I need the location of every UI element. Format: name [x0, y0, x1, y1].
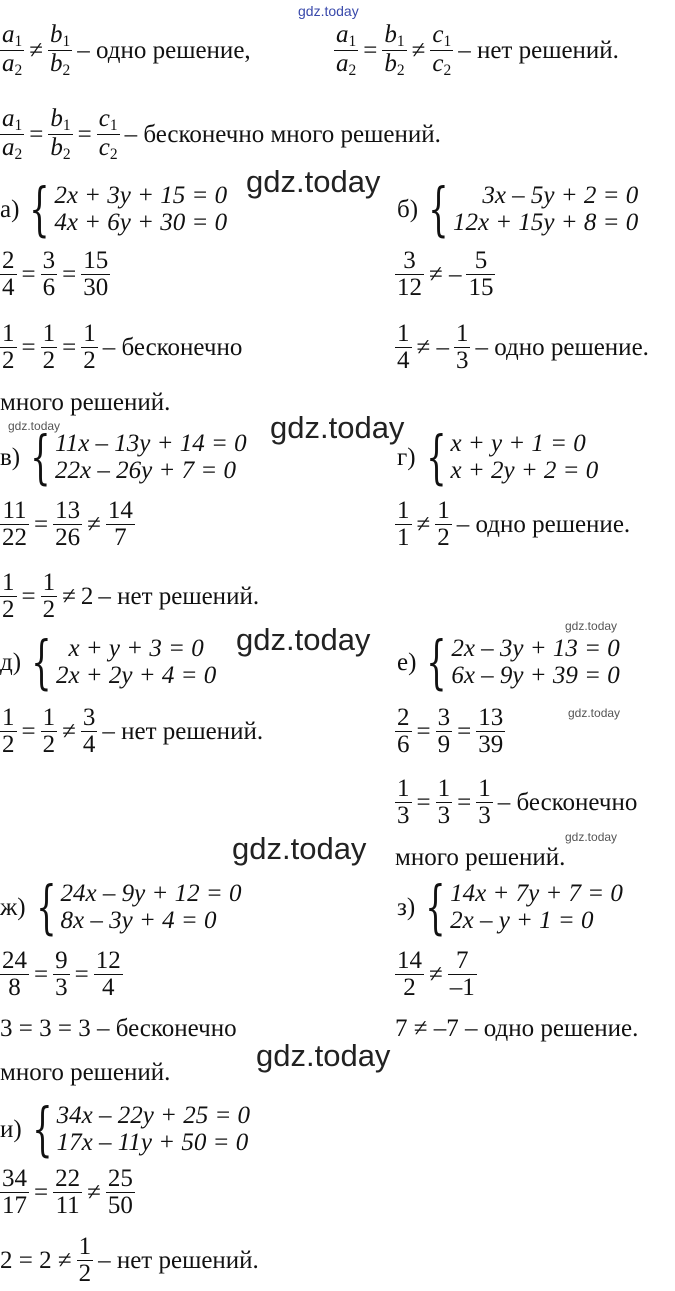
- conclusion: – бесконечно: [102, 334, 243, 362]
- watermark: gdz.today: [565, 830, 618, 844]
- equation: 14x + 7y + 7 = 0: [450, 880, 623, 907]
- ratio-a-2: $\frac{1}{2}$ = $\frac{1}{2}$ = $\frac{1}{2}$ – бесконечно: [2, 320, 243, 375]
- equation: x + y + 3 = 0: [68, 635, 204, 662]
- equation: 2x – 3y + 13 = 0: [451, 635, 620, 662]
- ratio-a-1: $\frac{2}{4}$ = $\frac{3}{6}$ = $\frac{15}{30}$: [2, 247, 109, 302]
- system-e: [397, 628, 620, 696]
- ratio-z-2: 7 ≠ –7 – одно решение.: [395, 1015, 639, 1042]
- ratio-d-1: $\frac{1}{2}$ = $\frac{1}{2}$ ≠ $\frac{3}{4}$ – нет решений.: [2, 704, 264, 759]
- eq-sign: =: [77, 121, 92, 149]
- watermark: gdz.today: [246, 164, 381, 199]
- ratio-b-1: $\frac{3}{12}$ ≠ – $\frac{5}{15}$: [397, 247, 494, 302]
- fraction: $\frac{c_1}{c_2}$: [432, 21, 452, 80]
- equation: 24x – 9y + 12 = 0: [60, 880, 242, 907]
- brace-icon: {: [425, 423, 447, 491]
- brace-icon: {: [29, 175, 51, 243]
- watermark: gdz.today: [8, 419, 61, 433]
- conclusion: – нет решений.: [98, 1247, 259, 1275]
- equation: 4x + 6y + 30 = 0: [54, 209, 228, 236]
- eq-sign: =: [363, 37, 378, 65]
- ratio-e-2: $\frac{1}{3}$ = $\frac{1}{3}$ = $\frac{1}{3}$ – бесконечно: [397, 775, 638, 830]
- ratio-g-1: $\frac{1}{1}$ ≠ $\frac{1}{2}$ – одно решение.: [397, 497, 631, 552]
- rule-one-solution: [0, 22, 251, 79]
- watermark: gdz.today: [232, 831, 367, 866]
- equation: 8x – 3y + 4 = 0: [60, 907, 217, 934]
- system-b: [397, 175, 639, 243]
- ratio-zh-2: 3 = 3 = 3 – бесконечно: [0, 1015, 237, 1042]
- rule-text: – одно решение,: [77, 37, 251, 65]
- conclusion: – нет решений.: [98, 583, 260, 611]
- ratio-v-1: $\frac{11}{22}$ = $\frac{13}{26}$ ≠ $\frac{14}{7}$: [2, 497, 133, 552]
- conclusion: много решений.: [0, 1059, 171, 1086]
- ratio-i-2: 2 = 2 ≠ $\frac{1}{2}$ – нет решений.: [0, 1233, 259, 1288]
- ratio-b-2: $\frac{1}{4}$ ≠ – $\frac{1}{3}$ – одно решение.: [397, 320, 649, 375]
- equation: 3x – 5y + 2 = 0: [482, 182, 639, 209]
- brace-icon: {: [425, 873, 446, 941]
- brace-icon: {: [35, 873, 57, 941]
- equation: 34x – 22y + 25 = 0: [56, 1102, 251, 1129]
- equation: x + 2y + 2 = 0: [450, 457, 599, 484]
- ratio-zh-1: $\frac{24}{8}$ = $\frac{9}{3}$ = $\frac{12}{4}$: [2, 947, 121, 1002]
- rule-text: – бесконечно много решений.: [124, 121, 441, 149]
- equation: 12x + 15y + 8 = 0: [452, 209, 639, 236]
- conclusion: – одно решение.: [456, 511, 631, 539]
- rule-infinite: [0, 106, 441, 163]
- item-label: в): [0, 443, 21, 471]
- ratio-z-1: $\frac{14}{2}$ ≠ $\frac{7}{-1}$: [397, 947, 475, 1002]
- rule-no-solution: [334, 22, 619, 79]
- rule-text: – нет решений.: [458, 37, 619, 65]
- watermark: gdz.today: [568, 706, 621, 720]
- equation: 2x + 3y + 15 = 0: [54, 182, 228, 209]
- system-z: [397, 873, 623, 941]
- brace-icon: {: [30, 423, 51, 491]
- equation: 17x – 11y + 50 = 0: [56, 1129, 249, 1156]
- equation: 22x – 26y + 7 = 0: [55, 457, 236, 484]
- fraction: $\frac{a_1}{a_2}$: [2, 21, 23, 80]
- equation: 11x – 13y + 14 = 0: [55, 430, 247, 457]
- brace-icon: {: [426, 628, 448, 696]
- fraction: $\frac{b_1}{b_2}$: [384, 21, 405, 80]
- equation: 2x – y + 1 = 0: [450, 907, 594, 934]
- conclusion: – одно решение.: [475, 334, 649, 362]
- ratio-e-1: $\frac{2}{6}$ = $\frac{3}{9}$ = $\frac{13}{39}$: [397, 704, 504, 759]
- conclusion: – бесконечно: [497, 789, 638, 817]
- watermark-top: gdz.today: [298, 3, 359, 19]
- ne-sign: ≠: [29, 37, 43, 65]
- fraction: $\frac{c_1}{c_2}$: [98, 105, 118, 164]
- brace-icon: {: [32, 1095, 53, 1163]
- eq-sign: =: [29, 121, 44, 149]
- conclusion: – нет решений.: [102, 718, 264, 746]
- item-label: д): [0, 648, 22, 676]
- item-label: г): [397, 443, 416, 471]
- system-a: [0, 175, 228, 243]
- equation: 2x + 2y + 4 = 0: [55, 662, 217, 689]
- item-label: и): [0, 1115, 22, 1143]
- system-zh: [0, 873, 242, 941]
- conclusion: много решений.: [0, 389, 171, 416]
- system-g: [397, 423, 599, 491]
- watermark: gdz.today: [565, 619, 618, 633]
- brace-icon: {: [31, 628, 52, 696]
- conclusion: много решений.: [395, 844, 566, 871]
- brace-icon: {: [428, 175, 449, 243]
- fraction: $\frac{b_1}{b_2}$: [50, 105, 71, 164]
- watermark: gdz.today: [236, 622, 371, 657]
- system-d: [0, 628, 217, 696]
- item-label: ж): [0, 893, 26, 921]
- equation: x + y + 1 = 0: [450, 430, 586, 457]
- watermark: gdz.today: [270, 410, 405, 445]
- item-label: а): [0, 195, 20, 223]
- item-label: з): [397, 893, 416, 921]
- fraction: $\frac{b_1}{b_2}$: [49, 21, 71, 80]
- item-label: б): [397, 195, 419, 223]
- ratio-i-1: $\frac{34}{17}$ = $\frac{22}{11}$ ≠ $\frac{25}{50}$: [2, 1165, 133, 1220]
- equation: 6x – 9y + 39 = 0: [451, 662, 620, 689]
- fraction: $\frac{a_1}{a_2}$: [336, 21, 357, 80]
- ratio-v-2: $\frac{1}{2}$ = $\frac{1}{2}$ ≠ 2 – нет решений.: [2, 569, 260, 624]
- fraction: $\frac{a_1}{a_2}$: [2, 105, 23, 164]
- ne-sign: ≠: [411, 37, 426, 65]
- watermark: gdz.today: [256, 1038, 391, 1073]
- item-label: е): [397, 648, 417, 676]
- system-i: [0, 1095, 251, 1163]
